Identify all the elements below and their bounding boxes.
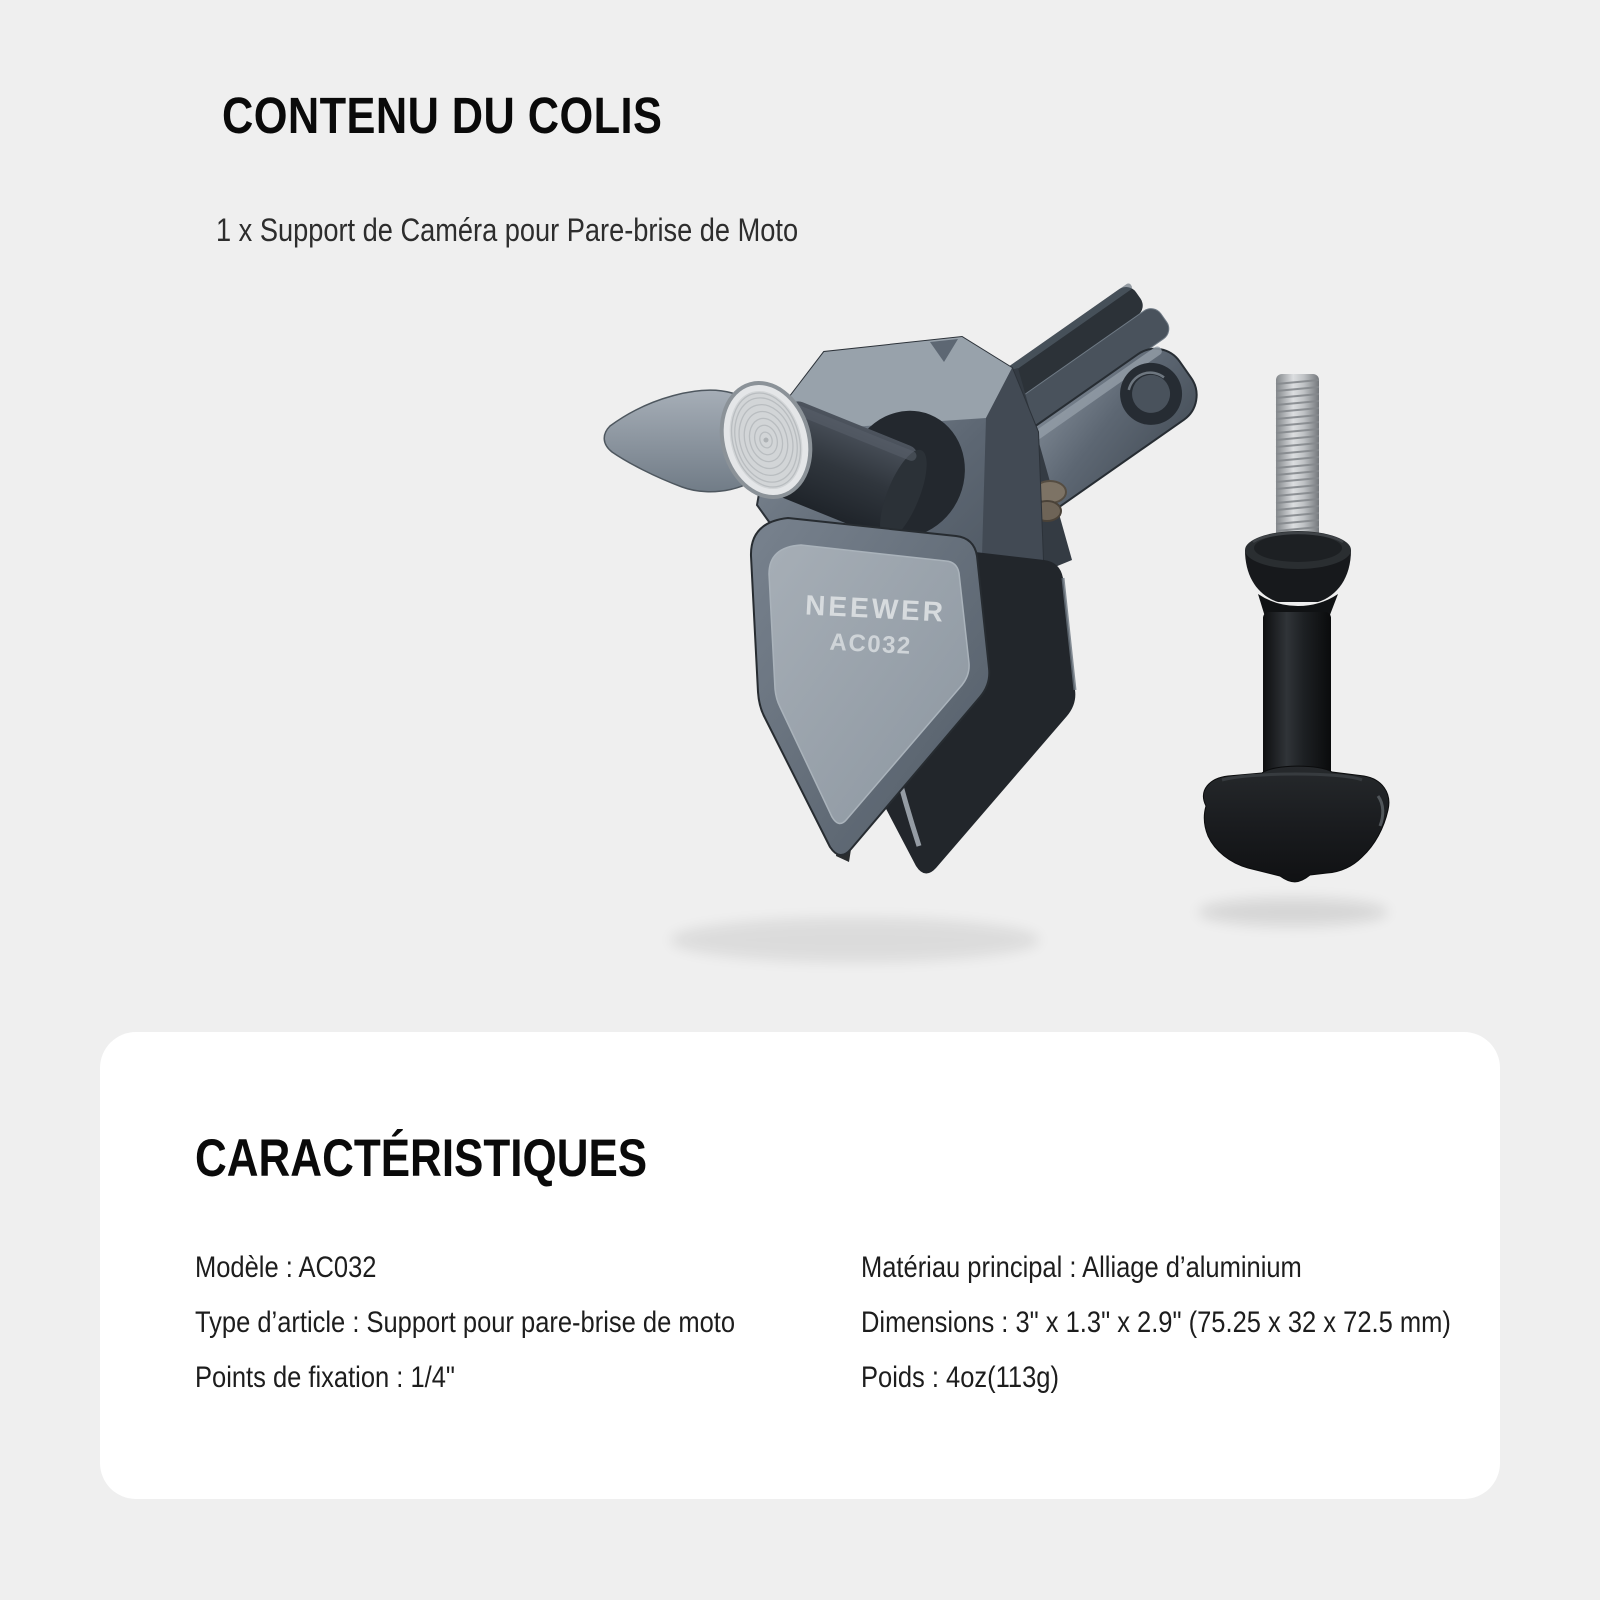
features-title: CARACTÉRISTIQUES — [195, 1129, 648, 1188]
spec-item-type: Type d’article : Support pour pare-brise de moto — [195, 1306, 736, 1339]
spec-dimensions: Dimensions : 3" x 1.3" x 2.9" (75.25 x 32 x 72.5 mm) — [861, 1306, 1451, 1339]
product-shadows — [670, 898, 1388, 962]
spec-list-right — [861, 1240, 1555, 1405]
thumbscrew-illustration — [1203, 374, 1388, 882]
spec-list-left — [195, 1240, 830, 1405]
windshield-mount-illustration — [604, 278, 1218, 874]
spec-weight: Poids : 4oz(113g) — [861, 1361, 1059, 1394]
product-model-engraving: AC032 — [828, 628, 913, 660]
package-contents-title: CONTENU DU COLIS — [222, 87, 663, 144]
spec-mounting-points: Points de fixation : 1/4" — [195, 1361, 455, 1394]
spec-material: Matériau principal : Alliage d’aluminium — [861, 1251, 1302, 1284]
spec-model: Modèle : AC032 — [195, 1251, 377, 1284]
features-card — [100, 1032, 1500, 1499]
package-contents-item: 1 x Support de Caméra pour Pare-brise de Moto — [216, 212, 799, 248]
product-brand-engraving: NEEWER — [804, 589, 947, 628]
